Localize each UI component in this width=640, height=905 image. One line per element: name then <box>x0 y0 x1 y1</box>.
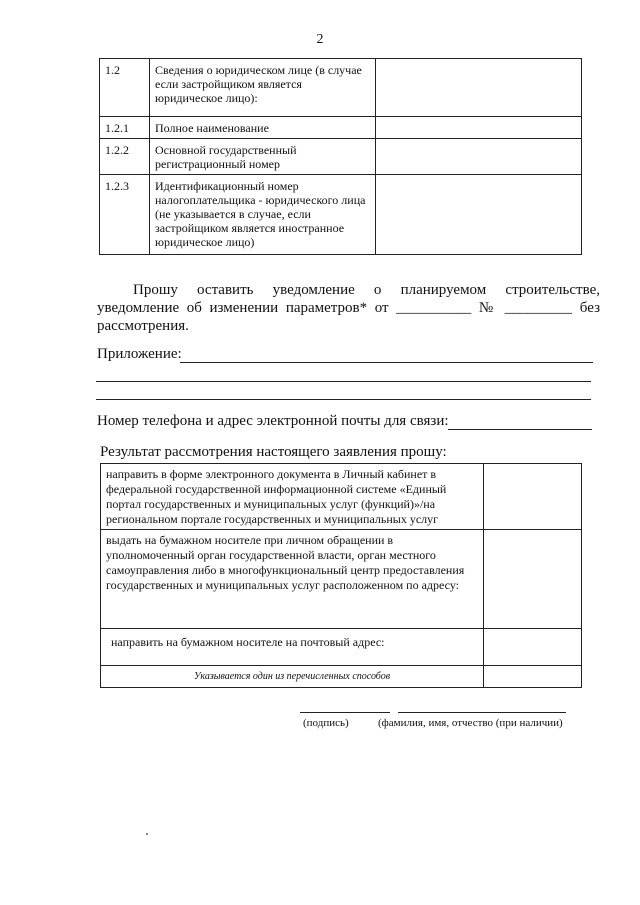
table-row <box>101 629 582 666</box>
table-row <box>100 139 582 175</box>
attachment-label: Приложение: <box>97 346 182 362</box>
table-row <box>101 464 582 530</box>
row-number: 1.2.3 <box>100 175 150 255</box>
name-field[interactable] <box>398 712 566 713</box>
table-row <box>100 175 582 255</box>
attachment-field-line-3[interactable] <box>96 399 591 400</box>
note-empty-cell <box>484 666 582 688</box>
row-value-field[interactable] <box>376 139 582 175</box>
contact-label: Номер телефона и адрес электронной почты для связи: <box>97 413 449 429</box>
attachment-field[interactable] <box>180 362 593 363</box>
contact-field[interactable] <box>448 429 592 430</box>
attachment-field-line-2[interactable] <box>96 381 591 382</box>
request-text: Прошу оставить уведомление о планируемом строительстве, уведомление об изменении параметров* от __________ № _________ без рассмотрения. <box>97 282 600 334</box>
signature-caption: (подпись) <box>303 717 349 729</box>
signature-field[interactable] <box>300 712 390 713</box>
option-checkbox[interactable] <box>484 629 582 666</box>
option-text: выдать на бумажном носителе при личном обращении в уполномоченный орган государственной власти, орган местного самоуправления либо в многофункциональный центр предоставления государственных и муниципальных услуг расположенном по адресу: <box>101 530 484 629</box>
row-value-field[interactable] <box>376 117 582 139</box>
row-label: Полное наименование <box>150 117 376 139</box>
option-text: направить в форме электронного документа в Личный кабинет в федеральной государственной информационной системе «Единый портал государственных и муниципальных услуг (функций)»/на региональном портале государственных и муниципальных услуг <box>101 464 484 530</box>
request-paragraph <box>97 281 600 335</box>
result-title: Результат рассмотрения настоящего заявления прошу: <box>100 444 447 460</box>
scan-speck <box>146 833 148 835</box>
option-checkbox[interactable] <box>484 464 582 530</box>
result-options-table <box>100 463 582 688</box>
row-label: Основной государственный регистрационный номер <box>150 139 376 175</box>
row-number: 1.2.1 <box>100 117 150 139</box>
row-label: Сведения о юридическом лице (в случае если застройщиком является юридическое лицо): <box>150 59 376 117</box>
result-note: Указывается один из перечисленных способов <box>101 666 484 688</box>
row-value-field[interactable] <box>376 175 582 255</box>
table-row <box>100 59 582 117</box>
table-row <box>101 666 582 688</box>
table-row <box>100 117 582 139</box>
row-number: 1.2 <box>100 59 150 117</box>
option-text: направить на бумажном носителе на почтовый адрес: <box>101 629 484 666</box>
row-number: 1.2.2 <box>100 139 150 175</box>
legal-entity-table <box>99 58 582 255</box>
option-checkbox[interactable] <box>484 530 582 629</box>
row-value-field[interactable] <box>376 59 582 117</box>
table-row <box>101 530 582 629</box>
name-caption: (фамилия, имя, отчество (при наличии) <box>378 717 563 729</box>
row-label: Идентификационный номер налогоплательщика - юридического лица (не указывается в случае, если застройщиком является иностранное юридическое лицо) <box>150 175 376 255</box>
page-number: 2 <box>316 32 324 47</box>
